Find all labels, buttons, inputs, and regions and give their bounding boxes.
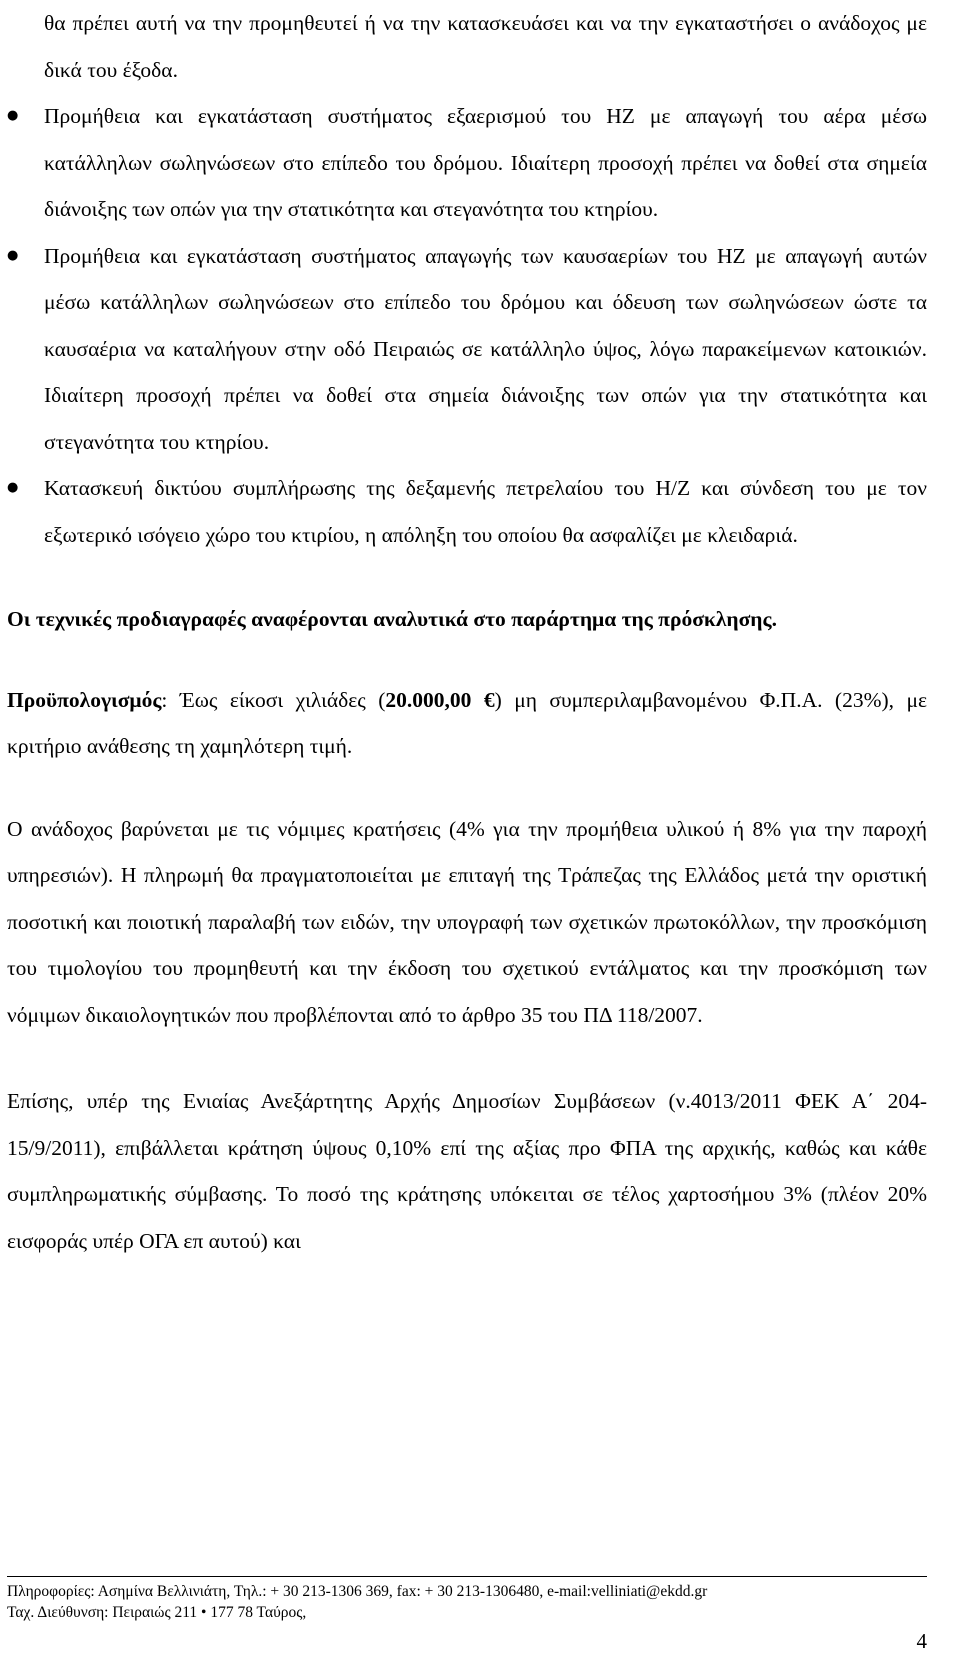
- list-item: [7, 93, 927, 233]
- list-item: [7, 465, 927, 558]
- page-footer: [7, 1576, 927, 1623]
- fee-paragraph: Επίσης, υπέρ της Ενιαίας Ανεξάρτητης Αρχής Δημοσίων Συμβάσεων (ν.4013/2011 ΦΕΚ Α΄ 204-15/9/2011), επιβάλλεται κράτηση ύψους 0,10% επί της αξίας προ ΦΠΑ της αρχικής, καθώς και κάθε συμπληρωματικής σύμβασης. Το ποσό της κράτησης υπόκειται σε τέλος χαρτοσήμου 3% (πλέον 20% εισφοράς υπέρ ΟΓΑ επ αυτού) και: [7, 1089, 927, 1253]
- list-item-text: Προμήθεια και εγκατάσταση συστήματος απαγωγής των καυσαερίων του ΗΖ με απαγωγή αυτών μέσω κατάλληλων σωληνώσεων στο επίπεδο του δρόμου και όδευση των σωληνώσεων ώστε τα καυσαέρια να καταλήγουν στην οδό Πειραιώς σε κατάλληλο ύψος, λόγω παρακείμενων κατοικιών. Ιδιαίτερη προσοχή πρέπει να δοθεί στα σημεία διάνοιξης των οπών για την στατικότητα και στεγανότητα του κτηρίου.: [44, 243, 927, 454]
- document-body: [7, 0, 927, 1264]
- footer-contact-line: Πληροφορίες: Ασημίνα Βελλινιάτη, Τηλ.: + 30 213-1306 369, fax: + 30 213-1306480, e-mail:velliniati@ekdd.gr: [7, 1583, 708, 1600]
- specs-note: Οι τεχνικές προδιαγραφές αναφέρονται αναλυτικά στο παράρτημα της πρόσκλησης.: [7, 607, 777, 631]
- budget-label: Προϋπολογισμός: [7, 687, 162, 712]
- list-item-text: Κατασκευή δικτύου συμπλήρωσης της δεξαμενής πετρελαίου του Η/Ζ και σύνδεση του με τον εξωτερικό ισόγειο χώρο του κτιρίου, η απόληξη του οποίου θα ασφαλίζει με κλειδαριά.: [44, 476, 927, 547]
- budget-text-after: ) μη συμπεριλαμβανομένου Φ.Π.Α. (23%), με κριτήριο ανάθεσης τη χαμηλότερη τιμή.: [7, 687, 928, 758]
- intro-continuation: θα πρέπει αυτή να την προμηθευτεί ή να την κατασκευάσει και να την εγκαταστήσει ο ανάδοχος με δικά του έξοδα.: [44, 11, 927, 82]
- budget-currency: €: [471, 687, 495, 712]
- spacer: [7, 558, 927, 596]
- spacer: [7, 770, 927, 806]
- footer-address-line: Ταχ. Διεύθυνση: Πειραιώς 211 • 177 78 Ταύρος,: [7, 1604, 307, 1621]
- budget-colon: :: [161, 687, 168, 712]
- budget-paragraph: [7, 677, 927, 770]
- payment-paragraph: Ο ανάδοχος βαρύνεται με τις νόμιμες κρατήσεις (4% για την προμήθεια υλικού ή 8% για την παροχή υπηρεσιών). Η πληρωμή θα πραγματοποιείται με επιταγή της Τράπεζας της Ελλάδος μετά την οριστική ποσοτική και ποιοτική παραλαβή των ειδών, την υπογραφή των σχετικών πρωτοκόλλων, την προσκόμιση του τιμολογίου του προμηθευτή και την έκδοση του σχετικού εντάλματος και την προσκόμιση των νόμιμων δικαιολογητικών που προβλέπονται από το άρθρο 35 του ΠΔ 118/2007.: [7, 816, 927, 1027]
- bullet-icon: ●: [7, 108, 19, 123]
- bullet-icon: ●: [7, 247, 19, 263]
- list-item-text: Προμήθεια και εγκατάσταση συστήματος εξαερισμού του ΗΖ με απαγωγή του αέρα μέσω κατάλληλων σωληνώσεων στο επίπεδο του δρόμου. Ιδιαίτερη προσοχή πρέπει να δοθεί στα σημεία διάνοιξης των οπών για την στατικότητα και στεγανότητα του κτηρίου.: [44, 104, 927, 221]
- spacer: [7, 643, 927, 677]
- budget-text-before: Έως είκοσι χιλιάδες (: [167, 687, 386, 712]
- spacer: [7, 1038, 927, 1078]
- bullet-icon: ●: [7, 480, 19, 495]
- budget-amount: 20.000,00: [385, 687, 472, 712]
- list-item: [7, 233, 927, 466]
- page-number: 4: [916, 1629, 927, 1653]
- requirements-list: [7, 93, 927, 558]
